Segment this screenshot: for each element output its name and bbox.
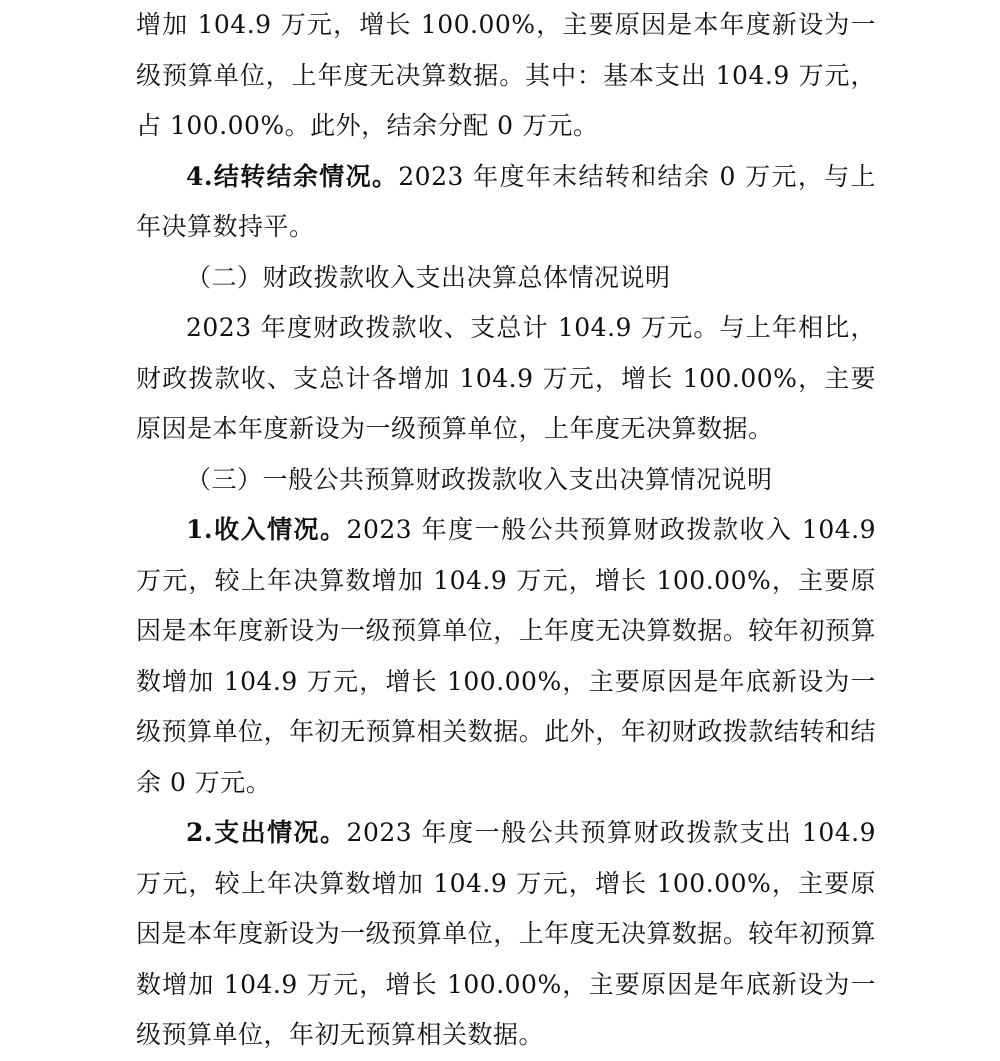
paragraph-carryover — [136, 152, 876, 253]
section-heading-general-budget: （三）一般公共预算财政拨款收入支出决算情况说明 — [186, 464, 773, 494]
paragraph-lead-expenditure: 2.支出情况。 — [186, 818, 347, 847]
section-heading-fiscal-overall: （二）财政拨款收入支出决算总体情况说明 — [186, 262, 671, 292]
paragraph-body-income: 2023 年度一般公共预算财政拨款收入 104.9 万元，较上年决算数增加 104.9 万元，增长 100.00%，主要原因是本年度新设为一级预算单位，上年度无决算数据。较年初预算数增加 104.9 万元，增长 100.00%，主要原因是年底新设为一级预算单位，年初无预算相关数据。此外，年初财政拨款结转和结余 0 万元。 — [136, 515, 876, 797]
paragraph-lead-carryover: 4.结转结余情况。 — [186, 161, 399, 191]
paragraph-lead-income: 1.收入情况。 — [186, 515, 347, 544]
paragraph-income — [136, 505, 876, 808]
document-page — [136, 0, 876, 1061]
paragraph-expense-continuation: 增加 104.9 万元，增长 100.00%，主要原因是本年度新设为一级预算单位，上年度无决算数据。其中：基本支出 104.9 万元，占 100.00%。此外，结余分配 0 万元。 — [136, 10, 876, 140]
paragraph-expenditure — [136, 808, 876, 1061]
paragraph-fiscal-overall: 2023 年度财政拨款收、支总计 104.9 万元。与上年相比，财政拨款收、支总计各增加 104.9 万元，增长 100.00%，主要原因是本年度新设为一级预算单位，上年度无决算数据。 — [136, 313, 876, 443]
paragraph-body-expenditure: 2023 年度一般公共预算财政拨款支出 104.9 万元，较上年决算数增加 104.9 万元，增长 100.00%，主要原因是本年度新设为一级预算单位，上年度无决算数据。较年初预算数增加 104.9 万元，增长 100.00%，主要原因是年底新设为一级预算单位，年初无预算相关数据。 — [136, 818, 876, 1049]
paragraph-body-carryover: 2023 年度年末结转和结余 0 万元，与上年决算数持平。 — [136, 161, 876, 241]
